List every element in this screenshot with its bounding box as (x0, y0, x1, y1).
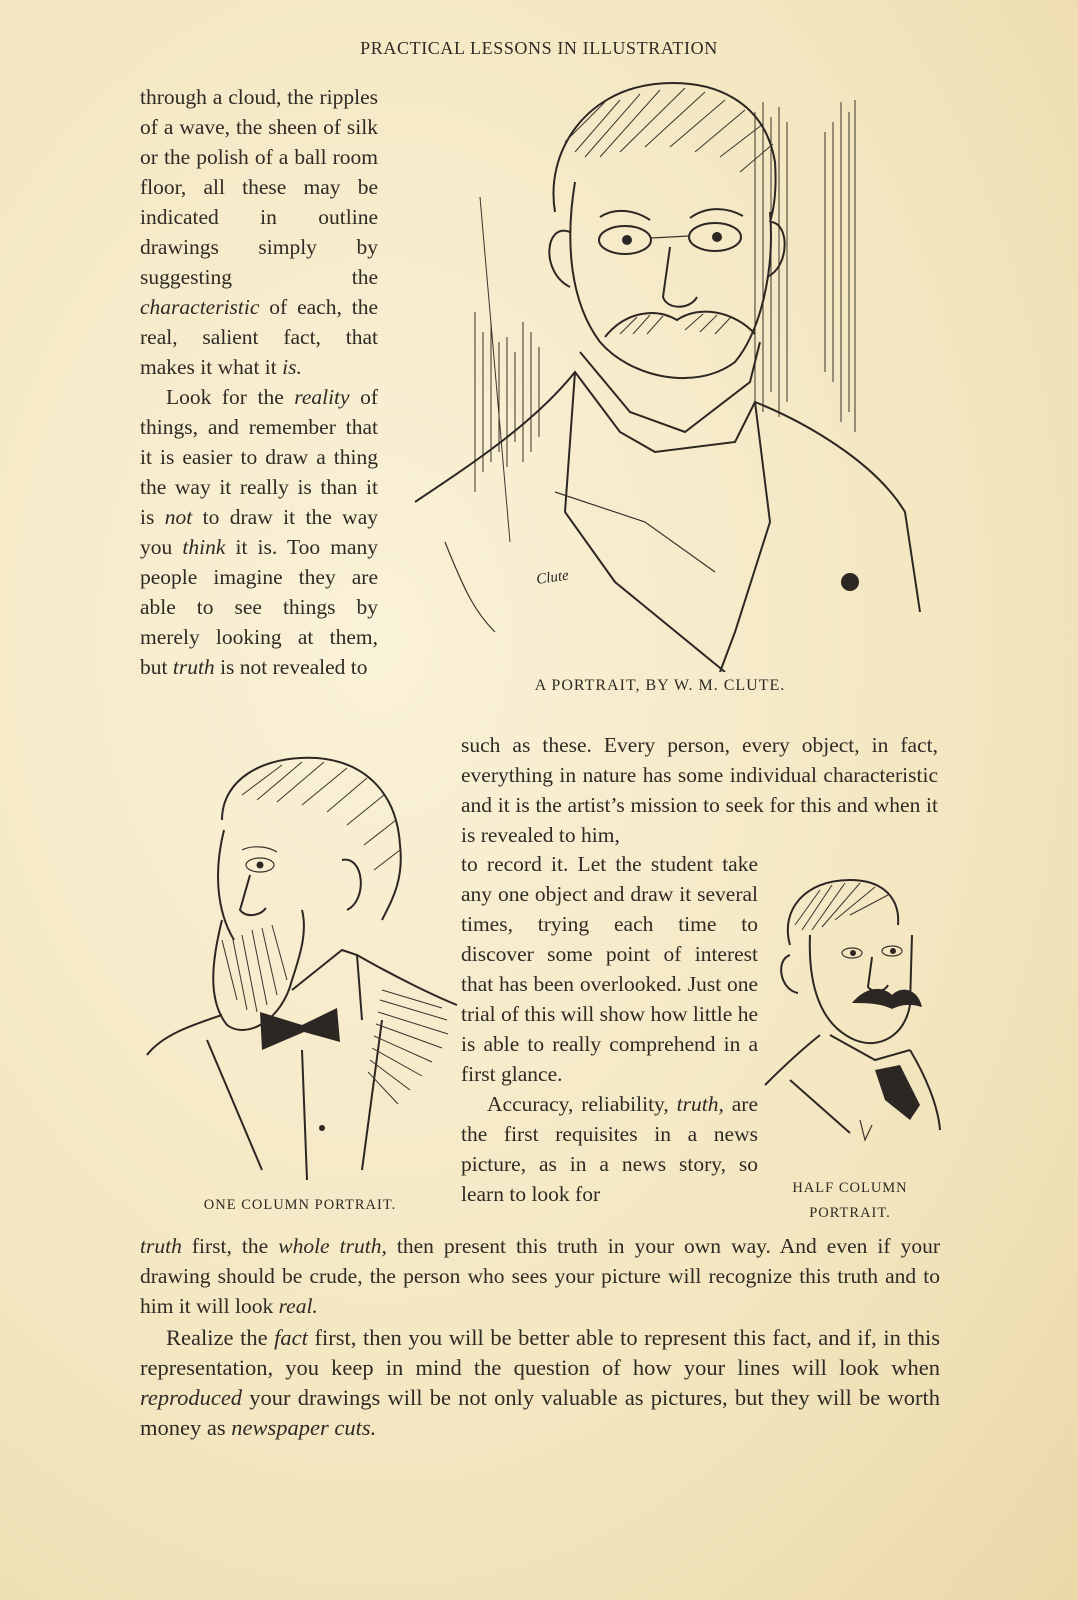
paragraph (140, 1323, 940, 1443)
main-portrait-caption: A PORTRAIT, BY W. M. CLUTE. (534, 677, 786, 694)
text-run: your drawings will be not only valuable as pictures, but they will be worth money as (140, 1385, 940, 1440)
italic-text-run: truth (140, 1234, 182, 1258)
one-column-portrait-illustration (142, 750, 460, 1190)
text-run: is not revealed to (214, 655, 368, 679)
text-run: to draw it the way you (140, 505, 378, 559)
background-hatching (475, 100, 855, 542)
italic-text-run: newspaper cuts. (231, 1415, 377, 1440)
italic-text-run: whole truth, (278, 1234, 387, 1258)
paragraph (140, 1231, 940, 1321)
artist-signature: Clute (535, 567, 570, 588)
bottom-text (140, 1231, 940, 1443)
text-run: of things, and remember that it is easier to draw a thing the way it really is than it is (140, 385, 378, 529)
text-run: Look for the (166, 385, 295, 409)
text-run: through a cloud, the ripples of a wave, the sheen of silk or the polish of a ball room floor, all these may be indicated in outline drawings simply by suggesting the (140, 85, 378, 289)
italic-text-run: truth, (676, 1092, 724, 1116)
middle-narrow-text (461, 849, 758, 1209)
italic-text-run: fact (274, 1325, 308, 1350)
italic-text-run: truth (172, 655, 215, 679)
running-header: PRACTICAL LESSONS IN ILLUSTRATION (360, 38, 718, 58)
italic-text-run: real. (278, 1294, 318, 1318)
half-column-portrait-caption (770, 1176, 930, 1226)
paragraph (461, 730, 938, 850)
caption-line: PORTRAIT. (809, 1205, 891, 1221)
italic-text-run: not (164, 505, 193, 529)
left-column-text (140, 82, 378, 682)
caption-line: HALF COLUMN (792, 1180, 908, 1196)
text-run: to record it. Let the student take any one object and draw it several times, trying each time to discover some point of interest that has been overlooked. Just one trial of this will show how little he is able to really comprehend in a first glance. (461, 852, 758, 1086)
one-column-portrait-caption: ONE COLUMN PORTRAIT. (203, 1197, 397, 1213)
main-portrait-illustration (405, 72, 940, 672)
text-run: of each, the real, salient fact, that makes it what it (140, 295, 378, 379)
text-run: it is. Too many people imagine they are able to see things by merely looking at them, but (140, 535, 379, 679)
half-column-portrait-illustration (760, 875, 942, 1150)
paragraph (461, 849, 758, 1089)
text-run: such as these. Every person, every object, in fact, everything in nature has some individual characteristic and it is the artist’s mission to seek for this and when it is revealed to him, (461, 733, 938, 847)
italic-text-run: think (182, 535, 226, 559)
text-run: first, the (181, 1234, 279, 1258)
text-run: are the first requisites in a news picture, as in a news story, so learn to look for (461, 1092, 759, 1206)
text-run: first, then you will be better able to represent this fact, and if, in this representation, you keep in mind the question of how your lines will look when (140, 1325, 940, 1380)
text-run: Realize the (166, 1325, 275, 1350)
italic-text-run: reality (294, 385, 350, 409)
paragraph (140, 382, 378, 682)
middle-wide-text (461, 730, 938, 850)
text-run: then present this truth in your own way. And even if your drawing should be crude, the person who sees your picture will recognize this truth and to him it will look (140, 1234, 941, 1318)
italic-text-run: is. (282, 355, 302, 379)
italic-text-run: reproduced (140, 1385, 243, 1410)
paragraph (461, 1089, 758, 1209)
paragraph (140, 82, 378, 382)
text-run: Accuracy, reliability, (487, 1092, 677, 1116)
italic-text-run: characteristic (140, 295, 260, 319)
